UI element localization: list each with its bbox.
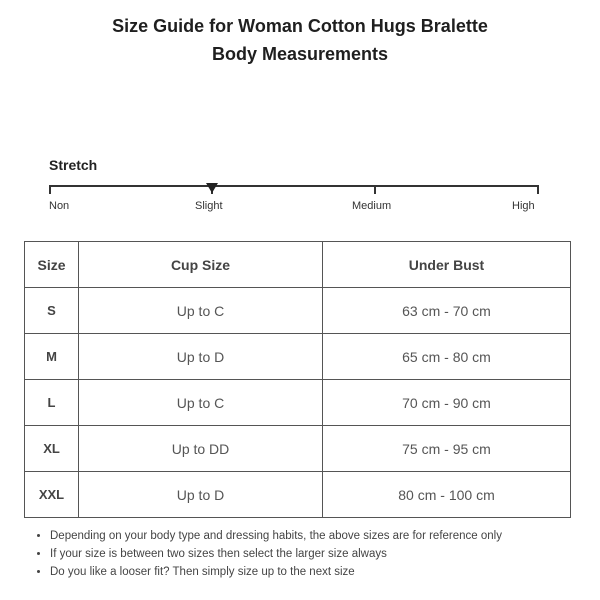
table-row [25, 288, 571, 334]
stretch-level-slight: Slight [195, 200, 223, 212]
stretch-level-non: Non [49, 200, 70, 212]
table-header-row [25, 242, 571, 288]
cell-cup-size: Up to C [79, 380, 323, 426]
cell-size: S [25, 288, 79, 334]
cell-size: L [25, 380, 79, 426]
note-item: • If your size is between two sizes then select the larger size always [50, 545, 600, 563]
cell-size: XXL [25, 472, 79, 518]
table-row [25, 334, 571, 380]
stretch-level-medium: Medium [352, 200, 392, 212]
size-table [24, 241, 571, 518]
cell-under-bust: 70 cm - 90 cm [323, 380, 571, 426]
stretch-tick-high [537, 185, 539, 194]
header-under-bust: Under Bust [323, 242, 571, 288]
note-item: • Do you like a looser fit? Then simply size up to the next size [50, 563, 600, 581]
cell-under-bust: 80 cm - 100 cm [323, 472, 571, 518]
page-subtitle: Body Measurements [211, 44, 389, 64]
stretch-scale [49, 183, 539, 195]
stretch-level-high: High [512, 200, 535, 212]
stretch-scale-line [49, 185, 539, 187]
header-size: Size [25, 242, 79, 288]
cell-under-bust: 65 cm - 80 cm [323, 334, 571, 380]
table-row [25, 426, 571, 472]
table-row [25, 380, 571, 426]
notes-list [28, 527, 600, 581]
stretch-selected-marker-icon [206, 183, 218, 193]
note-item: • Depending on your body type and dressing habits, the above sizes are for reference only [50, 527, 600, 545]
page-title: Size Guide for Woman Cotton Hugs Bralette [112, 16, 488, 36]
cell-cup-size: Up to DD [79, 426, 323, 472]
cell-under-bust: 75 cm - 95 cm [323, 426, 571, 472]
stretch-label: Stretch [49, 157, 98, 173]
cell-cup-size: Up to C [79, 288, 323, 334]
cell-cup-size: Up to D [79, 334, 323, 380]
header-cup-size: Cup Size [79, 242, 323, 288]
cell-under-bust: 63 cm - 70 cm [323, 288, 571, 334]
cell-cup-size: Up to D [79, 472, 323, 518]
stretch-tick-non [49, 185, 51, 194]
cell-size: M [25, 334, 79, 380]
stretch-tick-medium [374, 185, 376, 194]
cell-size: XL [25, 426, 79, 472]
table-row [25, 472, 571, 518]
